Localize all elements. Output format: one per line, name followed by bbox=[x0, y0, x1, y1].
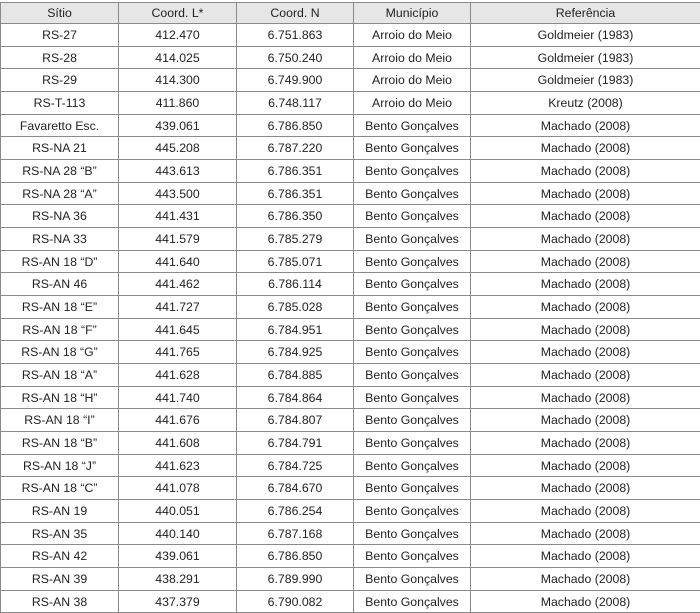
cell-referencia: Goldmeier (1983) bbox=[471, 46, 700, 69]
cell-coord-l: 441.579 bbox=[119, 228, 237, 251]
cell-coord-n: 6.751.863 bbox=[237, 24, 354, 47]
cell-sitio: RS-AN 18 “B” bbox=[1, 432, 119, 455]
cell-sitio: RS-27 bbox=[1, 24, 119, 47]
cell-municipio: Bento Gonçalves bbox=[354, 228, 471, 251]
table-row bbox=[1, 46, 700, 69]
cell-municipio: Bento Gonçalves bbox=[354, 114, 471, 137]
cell-municipio: Bento Gonçalves bbox=[354, 160, 471, 183]
cell-sitio: RS-28 bbox=[1, 46, 119, 69]
table-body bbox=[1, 24, 700, 613]
cell-coord-l: 411.860 bbox=[119, 92, 237, 115]
cell-coord-l: 445.208 bbox=[119, 137, 237, 160]
cell-coord-l: 438.291 bbox=[119, 568, 237, 591]
cell-sitio: RS-T-113 bbox=[1, 92, 119, 115]
cell-coord-n: 6.784.791 bbox=[237, 432, 354, 455]
cell-referencia: Goldmeier (1983) bbox=[471, 24, 700, 47]
cell-coord-n: 6.786.850 bbox=[237, 545, 354, 568]
cell-referencia: Machado (2008) bbox=[471, 590, 700, 613]
cell-referencia: Machado (2008) bbox=[471, 500, 700, 523]
cell-coord-l: 437.379 bbox=[119, 590, 237, 613]
cell-sitio: RS-AN 18 “A” bbox=[1, 364, 119, 387]
cell-referencia: Machado (2008) bbox=[471, 205, 700, 228]
cell-municipio: Bento Gonçalves bbox=[354, 545, 471, 568]
cell-municipio: Bento Gonçalves bbox=[354, 182, 471, 205]
cell-referencia: Machado (2008) bbox=[471, 522, 700, 545]
cell-referencia: Machado (2008) bbox=[471, 364, 700, 387]
cell-coord-l: 414.025 bbox=[119, 46, 237, 69]
cell-coord-n: 6.749.900 bbox=[237, 69, 354, 92]
cell-coord-n: 6.784.670 bbox=[237, 477, 354, 500]
cell-sitio: RS-AN 38 bbox=[1, 590, 119, 613]
sites-table bbox=[0, 2, 700, 613]
cell-sitio: RS-AN 18 “H” bbox=[1, 386, 119, 409]
cell-sitio: RS-29 bbox=[1, 69, 119, 92]
table-row bbox=[1, 273, 700, 296]
cell-coord-l: 414.300 bbox=[119, 69, 237, 92]
header-sitio: Sítio bbox=[1, 3, 119, 24]
cell-referencia: Machado (2008) bbox=[471, 409, 700, 432]
cell-municipio: Bento Gonçalves bbox=[354, 205, 471, 228]
cell-municipio: Bento Gonçalves bbox=[354, 568, 471, 591]
cell-coord-l: 440.051 bbox=[119, 500, 237, 523]
cell-coord-l: 443.613 bbox=[119, 160, 237, 183]
cell-municipio: Bento Gonçalves bbox=[354, 318, 471, 341]
cell-coord-l: 412.470 bbox=[119, 24, 237, 47]
cell-coord-n: 6.785.071 bbox=[237, 250, 354, 273]
cell-municipio: Bento Gonçalves bbox=[354, 250, 471, 273]
table-row bbox=[1, 92, 700, 115]
cell-coord-n: 6.786.850 bbox=[237, 114, 354, 137]
cell-sitio: RS-NA 28 “A” bbox=[1, 182, 119, 205]
cell-coord-l: 439.061 bbox=[119, 545, 237, 568]
cell-coord-l: 440.140 bbox=[119, 522, 237, 545]
cell-municipio: Bento Gonçalves bbox=[354, 432, 471, 455]
cell-municipio: Bento Gonçalves bbox=[354, 500, 471, 523]
table-row bbox=[1, 114, 700, 137]
cell-sitio: RS-NA 21 bbox=[1, 137, 119, 160]
cell-municipio: Bento Gonçalves bbox=[354, 296, 471, 319]
cell-sitio: Favaretto Esc. bbox=[1, 114, 119, 137]
table-row bbox=[1, 522, 700, 545]
table-header bbox=[1, 3, 700, 24]
cell-sitio: RS-AN 18 “C” bbox=[1, 477, 119, 500]
cell-sitio: RS-AN 18 “F” bbox=[1, 318, 119, 341]
table-row bbox=[1, 160, 700, 183]
cell-referencia: Machado (2008) bbox=[471, 182, 700, 205]
cell-referencia: Machado (2008) bbox=[471, 114, 700, 137]
cell-municipio: Bento Gonçalves bbox=[354, 590, 471, 613]
cell-coord-l: 441.431 bbox=[119, 205, 237, 228]
cell-referencia: Kreutz (2008) bbox=[471, 92, 700, 115]
cell-sitio: RS-AN 42 bbox=[1, 545, 119, 568]
table-row bbox=[1, 250, 700, 273]
cell-sitio: RS-AN 18 “D” bbox=[1, 250, 119, 273]
cell-referencia: Machado (2008) bbox=[471, 160, 700, 183]
cell-municipio: Arroio do Meio bbox=[354, 92, 471, 115]
cell-coord-l: 441.727 bbox=[119, 296, 237, 319]
cell-coord-n: 6.786.351 bbox=[237, 160, 354, 183]
cell-coord-l: 441.608 bbox=[119, 432, 237, 455]
cell-municipio: Arroio do Meio bbox=[354, 69, 471, 92]
cell-sitio: RS-AN 18 “J” bbox=[1, 454, 119, 477]
cell-sitio: RS-AN 46 bbox=[1, 273, 119, 296]
table-row bbox=[1, 500, 700, 523]
cell-referencia: Machado (2008) bbox=[471, 341, 700, 364]
table-row bbox=[1, 386, 700, 409]
table-row bbox=[1, 432, 700, 455]
cell-coord-l: 441.676 bbox=[119, 409, 237, 432]
cell-municipio: Bento Gonçalves bbox=[354, 273, 471, 296]
table-row bbox=[1, 228, 700, 251]
table-row bbox=[1, 409, 700, 432]
cell-coord-l: 439.061 bbox=[119, 114, 237, 137]
header-referencia: Referência bbox=[471, 3, 700, 24]
cell-municipio: Bento Gonçalves bbox=[354, 386, 471, 409]
cell-coord-n: 6.784.925 bbox=[237, 341, 354, 364]
cell-coord-n: 6.789.990 bbox=[237, 568, 354, 591]
cell-referencia: Machado (2008) bbox=[471, 568, 700, 591]
cell-municipio: Bento Gonçalves bbox=[354, 341, 471, 364]
cell-coord-n: 6.786.114 bbox=[237, 273, 354, 296]
table-row bbox=[1, 454, 700, 477]
cell-coord-n: 6.748.117 bbox=[237, 92, 354, 115]
cell-coord-l: 441.740 bbox=[119, 386, 237, 409]
cell-sitio: RS-AN 18 “I” bbox=[1, 409, 119, 432]
cell-municipio: Bento Gonçalves bbox=[354, 409, 471, 432]
cell-municipio: Arroio do Meio bbox=[354, 24, 471, 47]
table-row bbox=[1, 24, 700, 47]
header-row bbox=[1, 3, 700, 24]
cell-sitio: RS-NA 33 bbox=[1, 228, 119, 251]
cell-municipio: Bento Gonçalves bbox=[354, 454, 471, 477]
cell-referencia: Machado (2008) bbox=[471, 296, 700, 319]
cell-coord-n: 6.785.028 bbox=[237, 296, 354, 319]
cell-municipio: Bento Gonçalves bbox=[354, 364, 471, 387]
cell-sitio: RS-AN 18 “G” bbox=[1, 341, 119, 364]
cell-coord-l: 441.628 bbox=[119, 364, 237, 387]
table-row bbox=[1, 182, 700, 205]
cell-coord-n: 6.786.351 bbox=[237, 182, 354, 205]
cell-coord-l: 441.623 bbox=[119, 454, 237, 477]
cell-municipio: Bento Gonçalves bbox=[354, 137, 471, 160]
cell-coord-n: 6.784.725 bbox=[237, 454, 354, 477]
cell-coord-l: 441.640 bbox=[119, 250, 237, 273]
cell-coord-l: 441.078 bbox=[119, 477, 237, 500]
cell-municipio: Arroio do Meio bbox=[354, 46, 471, 69]
cell-coord-n: 6.784.807 bbox=[237, 409, 354, 432]
cell-coord-n: 6.750.240 bbox=[237, 46, 354, 69]
cell-coord-l: 443.500 bbox=[119, 182, 237, 205]
header-municipio: Município bbox=[354, 3, 471, 24]
cell-referencia: Machado (2008) bbox=[471, 228, 700, 251]
cell-sitio: RS-NA 28 “B” bbox=[1, 160, 119, 183]
table-row bbox=[1, 590, 700, 613]
cell-municipio: Bento Gonçalves bbox=[354, 477, 471, 500]
cell-municipio: Bento Gonçalves bbox=[354, 522, 471, 545]
cell-coord-n: 6.786.254 bbox=[237, 500, 354, 523]
cell-coord-n: 6.790.082 bbox=[237, 590, 354, 613]
cell-coord-n: 6.786.350 bbox=[237, 205, 354, 228]
header-coord-n: Coord. N bbox=[237, 3, 354, 24]
cell-coord-n: 6.787.220 bbox=[237, 137, 354, 160]
table-row bbox=[1, 341, 700, 364]
header-coord-l: Coord. L* bbox=[119, 3, 237, 24]
cell-referencia: Goldmeier (1983) bbox=[471, 69, 700, 92]
cell-referencia: Machado (2008) bbox=[471, 318, 700, 341]
cell-coord-n: 6.785.279 bbox=[237, 228, 354, 251]
cell-sitio: RS-AN 35 bbox=[1, 522, 119, 545]
table-row bbox=[1, 545, 700, 568]
cell-referencia: Machado (2008) bbox=[471, 545, 700, 568]
cell-sitio: RS-AN 18 “E” bbox=[1, 296, 119, 319]
table-row bbox=[1, 205, 700, 228]
cell-coord-l: 441.462 bbox=[119, 273, 237, 296]
table-row bbox=[1, 568, 700, 591]
cell-sitio: RS-AN 39 bbox=[1, 568, 119, 591]
cell-coord-n: 6.787.168 bbox=[237, 522, 354, 545]
cell-coord-n: 6.784.885 bbox=[237, 364, 354, 387]
cell-referencia: Machado (2008) bbox=[471, 273, 700, 296]
table-row bbox=[1, 137, 700, 160]
table-row bbox=[1, 296, 700, 319]
table-row bbox=[1, 318, 700, 341]
cell-coord-l: 441.765 bbox=[119, 341, 237, 364]
table-row bbox=[1, 477, 700, 500]
cell-referencia: Machado (2008) bbox=[471, 250, 700, 273]
cell-sitio: RS-AN 19 bbox=[1, 500, 119, 523]
cell-referencia: Machado (2008) bbox=[471, 477, 700, 500]
table-row bbox=[1, 69, 700, 92]
cell-coord-l: 441.645 bbox=[119, 318, 237, 341]
cell-referencia: Machado (2008) bbox=[471, 432, 700, 455]
cell-referencia: Machado (2008) bbox=[471, 454, 700, 477]
cell-coord-n: 6.784.864 bbox=[237, 386, 354, 409]
cell-coord-n: 6.784.951 bbox=[237, 318, 354, 341]
cell-sitio: RS-NA 36 bbox=[1, 205, 119, 228]
cell-referencia: Machado (2008) bbox=[471, 386, 700, 409]
cell-referencia: Machado (2008) bbox=[471, 137, 700, 160]
table-row bbox=[1, 364, 700, 387]
